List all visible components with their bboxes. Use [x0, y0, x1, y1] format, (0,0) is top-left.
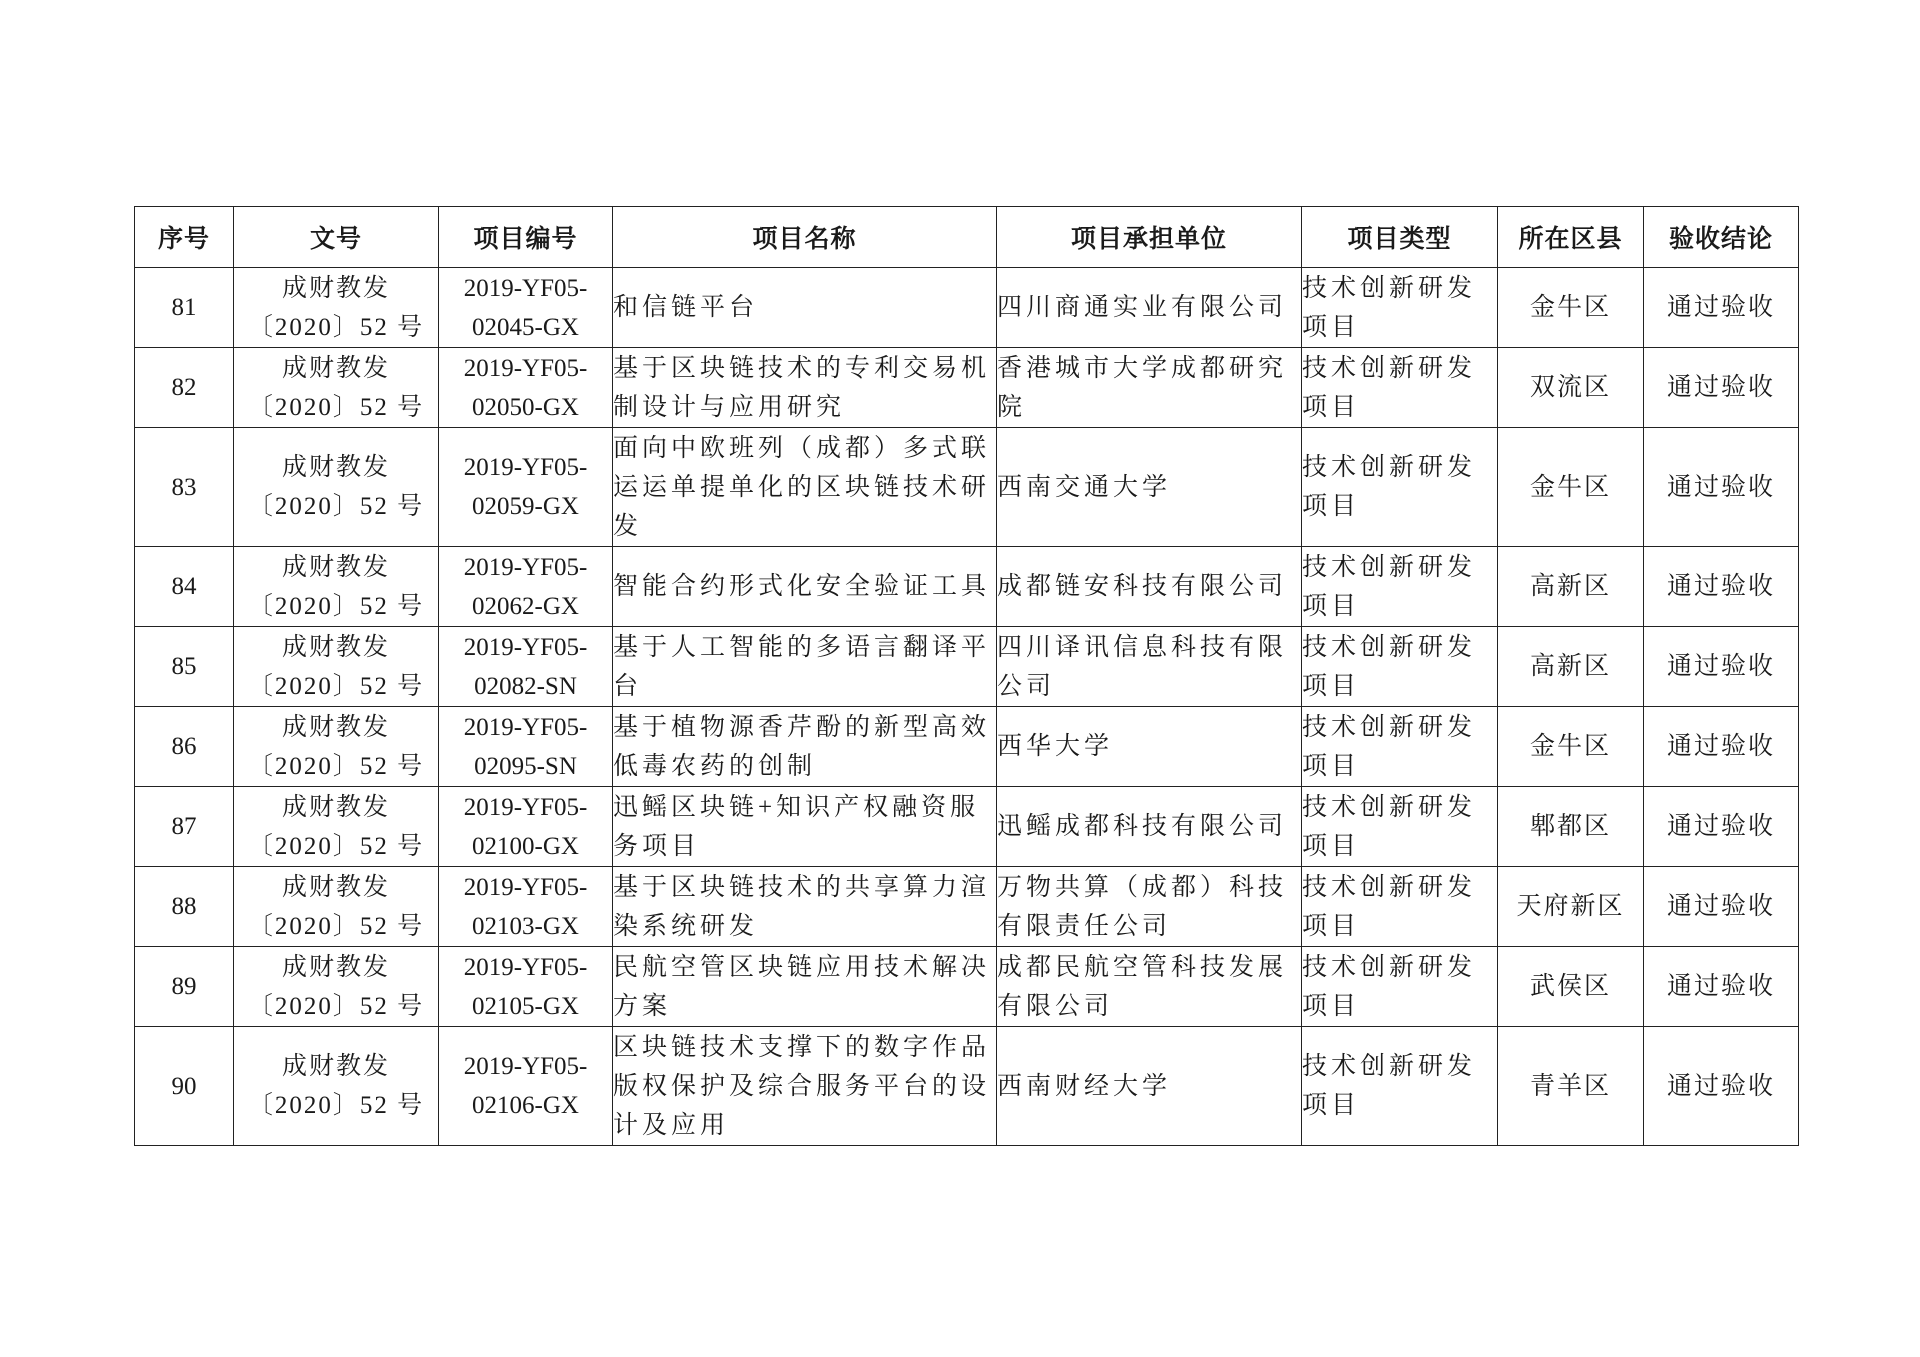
cell-project-name: [613, 547, 997, 627]
cell-project-name-line: 民航空管区块链应用技术解决: [613, 953, 991, 981]
cell-project-code-line: 2019-YF05-: [463, 1053, 588, 1080]
cell-serial: 87: [135, 787, 234, 867]
cell-document-number-line: 成财教发: [281, 553, 390, 581]
cell-undertaking-unit: [997, 627, 1302, 707]
cell-project-code: [439, 547, 613, 627]
cell-district: 金牛区: [1498, 268, 1644, 348]
header-district: 所在区县: [1498, 207, 1644, 268]
table-row: [135, 428, 1799, 547]
cell-project-name-line: 和信链平台: [613, 294, 759, 321]
cell-document-number-line: 〔2020〕52 号: [247, 832, 425, 860]
cell-serial: 89: [135, 947, 234, 1027]
cell-project-name: [613, 348, 997, 428]
cell-acceptance-result: 通过验收: [1644, 348, 1799, 428]
cell-undertaking-unit-line: 西南交通大学: [997, 473, 1172, 501]
header-serial: 序号: [135, 207, 234, 268]
cell-document-number-line: 〔2020〕52 号: [247, 1092, 425, 1119]
cell-project-type-line: 项目: [1302, 992, 1361, 1020]
cell-project-type: [1302, 707, 1498, 787]
acceptance-results-table: [134, 206, 1799, 1146]
cell-document-number: [234, 1027, 439, 1146]
cell-document-number: [234, 547, 439, 627]
cell-document-number-line: 〔2020〕52 号: [247, 912, 425, 940]
cell-project-type-line: 技术创新研发: [1302, 953, 1477, 981]
cell-project-name-line: 版权保护及综合服务平台的设: [613, 1072, 991, 1100]
cell-district: 高新区: [1498, 627, 1644, 707]
cell-project-name-line: 迅鳐区块链+知识产权融资服: [613, 793, 980, 821]
cell-serial: 88: [135, 867, 234, 947]
cell-project-code-line: 2019-YF05-: [463, 454, 588, 481]
cell-undertaking-unit: [997, 1027, 1302, 1146]
cell-project-code-line: 02045-GX: [472, 313, 579, 341]
cell-project-name-line: 发: [613, 512, 643, 540]
table-row: [135, 268, 1799, 348]
cell-project-code: [439, 627, 613, 707]
cell-project-type-line: 项目: [1302, 393, 1361, 421]
cell-undertaking-unit: [997, 268, 1302, 348]
cell-project-type-line: 技术创新研发: [1302, 793, 1477, 821]
cell-project-code: [439, 947, 613, 1027]
cell-project-type: [1302, 428, 1498, 547]
cell-district: 青羊区: [1498, 1027, 1644, 1146]
cell-undertaking-unit-line: 成都链安科技有限公司: [997, 573, 1288, 600]
cell-project-name-line: 基于区块链技术的共享算力渲: [613, 873, 991, 901]
cell-project-code-line: 02082-SN: [474, 672, 577, 700]
cell-undertaking-unit: [997, 547, 1302, 627]
cell-serial: 85: [135, 627, 234, 707]
cell-undertaking-unit-line: 西华大学: [997, 733, 1114, 760]
cell-project-name-line: 制设计与应用研究: [613, 393, 846, 421]
cell-document-number-line: 成财教发: [281, 1053, 390, 1080]
cell-project-name: [613, 787, 997, 867]
cell-project-name-line: 基于区块链技术的专利交易机: [613, 354, 991, 382]
cell-project-type: [1302, 947, 1498, 1027]
cell-project-name-line: 台: [613, 672, 643, 700]
cell-project-code: [439, 428, 613, 547]
cell-document-number-line: 〔2020〕52 号: [247, 992, 425, 1020]
cell-project-name: [613, 268, 997, 348]
cell-project-type-line: 技术创新研发: [1302, 713, 1477, 741]
cell-undertaking-unit-line: 有限公司: [997, 992, 1114, 1020]
cell-serial: 84: [135, 547, 234, 627]
cell-undertaking-unit: [997, 348, 1302, 428]
cell-project-type-line: 项目: [1302, 832, 1361, 860]
cell-project-name-line: 基于人工智能的多语言翻译平: [613, 633, 991, 661]
cell-undertaking-unit-line: 公司: [997, 672, 1056, 700]
cell-undertaking-unit-line: 四川译讯信息科技有限: [997, 633, 1288, 661]
cell-serial: 83: [135, 428, 234, 547]
cell-project-type: [1302, 547, 1498, 627]
table-row: [135, 1027, 1799, 1146]
cell-district: 双流区: [1498, 348, 1644, 428]
cell-project-type: [1302, 1027, 1498, 1146]
cell-document-number-line: 〔2020〕52 号: [247, 393, 425, 421]
cell-document-number: [234, 428, 439, 547]
cell-project-type: [1302, 787, 1498, 867]
cell-project-name-line: 面向中欧班列（成都）多式联: [613, 434, 991, 462]
cell-project-name: [613, 428, 997, 547]
cell-project-type-line: 项目: [1302, 1092, 1361, 1119]
cell-project-code-line: 02100-GX: [472, 832, 579, 860]
cell-serial: 86: [135, 707, 234, 787]
cell-district: 金牛区: [1498, 707, 1644, 787]
header-project-type: 项目类型: [1302, 207, 1498, 268]
cell-project-code: [439, 867, 613, 947]
cell-document-number-line: 成财教发: [281, 873, 390, 901]
cell-project-name: [613, 867, 997, 947]
cell-project-code-line: 2019-YF05-: [463, 553, 588, 581]
cell-document-number-line: 〔2020〕52 号: [247, 493, 425, 520]
table-row: [135, 348, 1799, 428]
cell-document-number-line: 〔2020〕52 号: [247, 592, 425, 620]
cell-document-number: [234, 707, 439, 787]
header-acceptance-result: 验收结论: [1644, 207, 1799, 268]
cell-project-type-line: 技术创新研发: [1302, 274, 1477, 302]
cell-district: 武侯区: [1498, 947, 1644, 1027]
cell-project-code-line: 02059-GX: [472, 493, 579, 520]
cell-acceptance-result: 通过验收: [1644, 947, 1799, 1027]
cell-project-code: [439, 1027, 613, 1146]
cell-document-number-line: 成财教发: [281, 274, 390, 302]
cell-project-code-line: 2019-YF05-: [463, 793, 588, 821]
cell-project-name-line: 基于植物源香芹酚的新型高效: [613, 713, 991, 741]
cell-project-code-line: 2019-YF05-: [463, 633, 588, 661]
cell-acceptance-result: 通过验收: [1644, 1027, 1799, 1146]
cell-project-code: [439, 787, 613, 867]
cell-project-type-line: 技术创新研发: [1302, 1053, 1477, 1080]
cell-project-type-line: 项目: [1302, 752, 1361, 780]
cell-serial: 90: [135, 1027, 234, 1146]
cell-project-type-line: 项目: [1302, 313, 1361, 341]
cell-document-number-line: 成财教发: [281, 793, 390, 821]
cell-project-code-line: 2019-YF05-: [463, 873, 588, 901]
header-project-code: 项目编号: [439, 207, 613, 268]
cell-undertaking-unit: [997, 787, 1302, 867]
cell-undertaking-unit-line: 四川商通实业有限公司: [997, 294, 1288, 321]
cell-project-type: [1302, 627, 1498, 707]
cell-undertaking-unit-line: 院: [997, 393, 1027, 421]
cell-district: 金牛区: [1498, 428, 1644, 547]
cell-project-type: [1302, 348, 1498, 428]
cell-project-name: [613, 707, 997, 787]
cell-project-type-line: 项目: [1302, 672, 1361, 700]
table-row: [135, 627, 1799, 707]
cell-project-type: [1302, 867, 1498, 947]
table-row: [135, 787, 1799, 867]
cell-acceptance-result: 通过验收: [1644, 787, 1799, 867]
table-row: [135, 867, 1799, 947]
cell-undertaking-unit-line: 迅鳐成都科技有限公司: [997, 813, 1288, 840]
cell-project-code-line: 02103-GX: [472, 912, 579, 940]
cell-document-number: [234, 867, 439, 947]
cell-document-number-line: 〔2020〕52 号: [247, 313, 425, 341]
table-row: [135, 547, 1799, 627]
header-undertaking-unit: 项目承担单位: [997, 207, 1302, 268]
header-project-name: 项目名称: [613, 207, 997, 268]
cell-project-type-line: 技术创新研发: [1302, 553, 1477, 581]
cell-project-name-line: 智能合约形式化安全验证工具: [613, 573, 991, 600]
cell-acceptance-result: 通过验收: [1644, 867, 1799, 947]
cell-document-number-line: 成财教发: [281, 454, 390, 481]
cell-document-number-line: 〔2020〕52 号: [247, 752, 425, 780]
cell-document-number: [234, 947, 439, 1027]
cell-project-type-line: 技术创新研发: [1302, 454, 1477, 481]
cell-project-type-line: 技术创新研发: [1302, 873, 1477, 901]
cell-undertaking-unit-line: 西南财经大学: [997, 1072, 1172, 1100]
cell-project-code-line: 02106-GX: [472, 1092, 579, 1119]
cell-project-code: [439, 348, 613, 428]
cell-acceptance-result: 通过验收: [1644, 268, 1799, 348]
cell-project-name-line: 务项目: [613, 832, 701, 860]
cell-project-code: [439, 707, 613, 787]
cell-undertaking-unit: [997, 428, 1302, 547]
cell-project-type-line: 项目: [1302, 493, 1361, 520]
cell-project-code-line: 02050-GX: [472, 393, 579, 421]
cell-district: 高新区: [1498, 547, 1644, 627]
cell-document-number: [234, 787, 439, 867]
cell-document-number-line: 成财教发: [281, 713, 390, 741]
cell-project-name-line: 运运单提单化的区块链技术研: [613, 473, 991, 501]
cell-project-type-line: 技术创新研发: [1302, 633, 1477, 661]
cell-project-code-line: 02105-GX: [472, 992, 579, 1020]
cell-project-code-line: 2019-YF05-: [463, 274, 588, 302]
cell-undertaking-unit-line: 有限责任公司: [997, 912, 1172, 940]
cell-serial: 81: [135, 268, 234, 348]
cell-project-code-line: 02095-SN: [474, 752, 577, 780]
cell-acceptance-result: 通过验收: [1644, 547, 1799, 627]
header-document-number: 文号: [234, 207, 439, 268]
cell-project-code: [439, 268, 613, 348]
table-row: [135, 707, 1799, 787]
cell-project-name: [613, 1027, 997, 1146]
cell-undertaking-unit: [997, 867, 1302, 947]
cell-district: 天府新区: [1498, 867, 1644, 947]
cell-project-name-line: 区块链技术支撑下的数字作品: [613, 1033, 991, 1061]
cell-project-code-line: 2019-YF05-: [463, 354, 588, 382]
cell-project-name-line: 低毒农药的创制: [613, 752, 817, 780]
cell-undertaking-unit: [997, 947, 1302, 1027]
cell-project-code-line: 2019-YF05-: [463, 713, 588, 741]
cell-document-number-line: 成财教发: [281, 953, 390, 981]
cell-document-number-line: 成财教发: [281, 354, 390, 382]
table-row: [135, 947, 1799, 1027]
cell-project-name-line: 方案: [613, 992, 672, 1020]
cell-document-number: [234, 627, 439, 707]
cell-project-type-line: 技术创新研发: [1302, 354, 1477, 382]
cell-undertaking-unit: [997, 707, 1302, 787]
cell-document-number: [234, 348, 439, 428]
cell-undertaking-unit-line: 香港城市大学成都研究: [997, 354, 1288, 382]
cell-project-code-line: 2019-YF05-: [463, 953, 588, 981]
cell-serial: 82: [135, 348, 234, 428]
cell-undertaking-unit-line: 成都民航空管科技发展: [997, 953, 1288, 981]
table-header-row: [135, 207, 1799, 268]
cell-project-name: [613, 627, 997, 707]
cell-project-type: [1302, 268, 1498, 348]
cell-district: 郫都区: [1498, 787, 1644, 867]
cell-acceptance-result: 通过验收: [1644, 428, 1799, 547]
cell-project-type-line: 项目: [1302, 592, 1361, 620]
cell-document-number-line: 成财教发: [281, 633, 390, 661]
cell-undertaking-unit-line: 万物共算（成都）科技: [997, 873, 1288, 901]
cell-document-number: [234, 268, 439, 348]
cell-acceptance-result: 通过验收: [1644, 627, 1799, 707]
cell-project-name-line: 染系统研发: [613, 912, 759, 940]
cell-project-type-line: 项目: [1302, 912, 1361, 940]
cell-project-name: [613, 947, 997, 1027]
cell-acceptance-result: 通过验收: [1644, 707, 1799, 787]
cell-project-name-line: 计及应用: [613, 1111, 730, 1139]
cell-document-number-line: 〔2020〕52 号: [247, 672, 425, 700]
cell-project-code-line: 02062-GX: [472, 592, 579, 620]
